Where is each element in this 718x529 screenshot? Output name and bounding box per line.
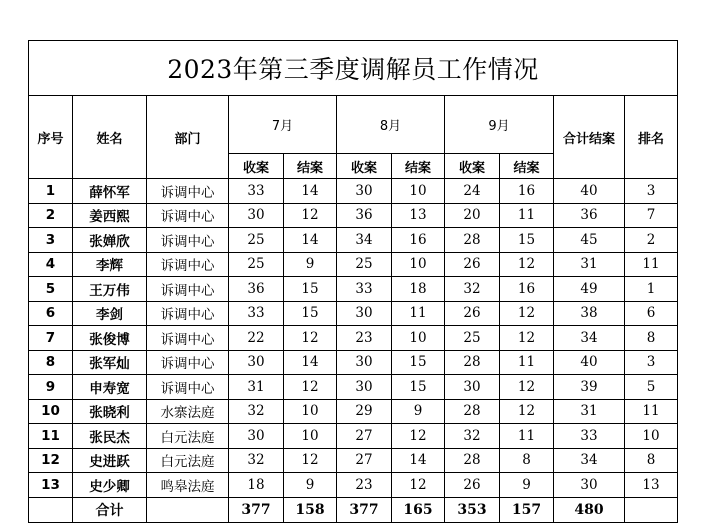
august-closed-cell: 15	[392, 350, 445, 375]
july-closed-cell: 15	[284, 277, 337, 302]
rank-cell: 5	[625, 375, 678, 400]
rank-cell: 13	[625, 473, 678, 498]
row-index-cell: 7	[29, 326, 73, 351]
august-received-cell: 23	[337, 473, 392, 498]
september-closed-cell: 11	[500, 203, 554, 228]
august-received-cell: 36	[337, 203, 392, 228]
total-closed-cell: 38	[554, 301, 625, 326]
total-closed-cell: 31	[554, 399, 625, 424]
september-received-cell: 32	[445, 424, 500, 449]
mediator-name-cell: 张晓利	[73, 399, 147, 424]
august-closed-cell: 11	[392, 301, 445, 326]
department-cell: 诉调中心	[147, 228, 229, 253]
mediator-name-cell: 张民杰	[73, 424, 147, 449]
september-closed-cell: 16	[500, 179, 554, 204]
total-closed-cell: 36	[554, 203, 625, 228]
row-index-cell: 12	[29, 448, 73, 473]
august-received-cell: 30	[337, 179, 392, 204]
mediator-name-cell: 王万伟	[73, 277, 147, 302]
july-closed-cell: 9	[284, 473, 337, 498]
row-index-cell: 10	[29, 399, 73, 424]
rank-cell: 11	[625, 252, 678, 277]
department-cell: 诉调中心	[147, 375, 229, 400]
august-closed-cell: 9	[392, 399, 445, 424]
september-received-cell: 28	[445, 448, 500, 473]
september-received-cell: 28	[445, 399, 500, 424]
header-index: 序号	[29, 96, 73, 179]
header-month-august: 8月	[337, 96, 445, 154]
rank-cell: 3	[625, 350, 678, 375]
table-row	[29, 473, 678, 498]
mediator-name-cell: 申寿宽	[73, 375, 147, 400]
total-closed-cell: 33	[554, 424, 625, 449]
table-row	[29, 375, 678, 400]
table-title: 2023年第三季度调解员工作情况	[29, 41, 678, 96]
department-cell: 诉调中心	[147, 277, 229, 302]
july-closed-cell: 12	[284, 326, 337, 351]
september-received-cell: 32	[445, 277, 500, 302]
august-received-cell: 27	[337, 448, 392, 473]
rank-cell: 10	[625, 424, 678, 449]
table-body	[29, 179, 678, 498]
july-closed-cell: 14	[284, 179, 337, 204]
mediator-name-cell: 张俊博	[73, 326, 147, 351]
september-received-cell: 26	[445, 473, 500, 498]
row-index-cell: 13	[29, 473, 73, 498]
rank-cell: 1	[625, 277, 678, 302]
total-july-closed: 158	[284, 497, 337, 522]
department-cell: 诉调中心	[147, 252, 229, 277]
totals-row	[29, 497, 678, 522]
july-closed-cell: 12	[284, 203, 337, 228]
table-row	[29, 203, 678, 228]
header-month-september: 9月	[445, 96, 554, 154]
july-closed-cell: 12	[284, 375, 337, 400]
september-closed-cell: 8	[500, 448, 554, 473]
august-closed-cell: 14	[392, 448, 445, 473]
july-closed-cell: 14	[284, 228, 337, 253]
july-received-cell: 33	[229, 179, 284, 204]
september-closed-cell: 11	[500, 350, 554, 375]
july-received-cell: 18	[229, 473, 284, 498]
august-received-cell: 27	[337, 424, 392, 449]
row-index-cell: 4	[29, 252, 73, 277]
september-closed-cell: 12	[500, 399, 554, 424]
september-received-cell: 25	[445, 326, 500, 351]
table-row	[29, 301, 678, 326]
july-received-cell: 25	[229, 228, 284, 253]
august-closed-cell: 13	[392, 203, 445, 228]
row-index-cell: 2	[29, 203, 73, 228]
september-received-cell: 28	[445, 228, 500, 253]
rank-cell: 6	[625, 301, 678, 326]
header-july-received: 收案	[229, 154, 284, 179]
rank-cell: 8	[625, 326, 678, 351]
july-received-cell: 36	[229, 277, 284, 302]
rank-cell: 2	[625, 228, 678, 253]
july-received-cell: 33	[229, 301, 284, 326]
row-index-cell: 1	[29, 179, 73, 204]
rank-cell: 3	[625, 179, 678, 204]
august-closed-cell: 10	[392, 326, 445, 351]
september-closed-cell: 12	[500, 301, 554, 326]
september-closed-cell: 12	[500, 252, 554, 277]
header-september-closed: 结案	[500, 154, 554, 179]
september-closed-cell: 11	[500, 424, 554, 449]
august-closed-cell: 12	[392, 424, 445, 449]
row-index-cell: 8	[29, 350, 73, 375]
header-department: 部门	[147, 96, 229, 179]
row-index-cell: 11	[29, 424, 73, 449]
july-received-cell: 30	[229, 350, 284, 375]
department-cell: 鸣皋法庭	[147, 473, 229, 498]
row-index-cell: 6	[29, 301, 73, 326]
header-july-closed: 结案	[284, 154, 337, 179]
total-august-closed: 165	[392, 497, 445, 522]
total-september-received: 353	[445, 497, 500, 522]
july-closed-cell: 9	[284, 252, 337, 277]
total-closed-cell: 34	[554, 326, 625, 351]
total-closed-cell: 40	[554, 350, 625, 375]
department-cell: 诉调中心	[147, 203, 229, 228]
row-index-cell: 5	[29, 277, 73, 302]
table-row	[29, 424, 678, 449]
department-cell: 水寨法庭	[147, 399, 229, 424]
august-closed-cell: 10	[392, 179, 445, 204]
august-received-cell: 33	[337, 277, 392, 302]
july-received-cell: 31	[229, 375, 284, 400]
department-cell: 白元法庭	[147, 448, 229, 473]
department-cell: 诉调中心	[147, 301, 229, 326]
header-september-received: 收案	[445, 154, 500, 179]
mediator-name-cell: 张婵欣	[73, 228, 147, 253]
july-closed-cell: 12	[284, 448, 337, 473]
total-closed-cell: 40	[554, 179, 625, 204]
july-received-cell: 30	[229, 424, 284, 449]
table-row	[29, 399, 678, 424]
august-closed-cell: 16	[392, 228, 445, 253]
september-received-cell: 26	[445, 301, 500, 326]
september-received-cell: 20	[445, 203, 500, 228]
total-closed-cell: 31	[554, 252, 625, 277]
header-august-received: 收案	[337, 154, 392, 179]
september-closed-cell: 16	[500, 277, 554, 302]
header-august-closed: 结案	[392, 154, 445, 179]
mediator-work-table	[28, 40, 678, 523]
august-closed-cell: 15	[392, 375, 445, 400]
total-august-received: 377	[337, 497, 392, 522]
mediator-name-cell: 李辉	[73, 252, 147, 277]
department-cell: 诉调中心	[147, 350, 229, 375]
mediator-name-cell: 张军灿	[73, 350, 147, 375]
table-row	[29, 350, 678, 375]
july-closed-cell: 10	[284, 399, 337, 424]
total-september-closed: 157	[500, 497, 554, 522]
august-received-cell: 30	[337, 350, 392, 375]
september-received-cell: 30	[445, 375, 500, 400]
table-row	[29, 448, 678, 473]
total-closed-cell: 49	[554, 277, 625, 302]
july-received-cell: 30	[229, 203, 284, 228]
table-row	[29, 179, 678, 204]
august-received-cell: 30	[337, 375, 392, 400]
mediator-name-cell: 薛怀军	[73, 179, 147, 204]
mediator-name-cell: 史少卿	[73, 473, 147, 498]
september-closed-cell: 12	[500, 375, 554, 400]
july-closed-cell: 14	[284, 350, 337, 375]
july-received-cell: 25	[229, 252, 284, 277]
total-closed-cell: 45	[554, 228, 625, 253]
mediator-name-cell: 姜西熙	[73, 203, 147, 228]
rank-cell: 7	[625, 203, 678, 228]
july-received-cell: 32	[229, 448, 284, 473]
header-name: 姓名	[73, 96, 147, 179]
september-closed-cell: 12	[500, 326, 554, 351]
header-rank: 排名	[625, 96, 678, 179]
september-received-cell: 28	[445, 350, 500, 375]
rank-cell: 11	[625, 399, 678, 424]
september-received-cell: 26	[445, 252, 500, 277]
september-closed-cell: 15	[500, 228, 554, 253]
july-received-cell: 32	[229, 399, 284, 424]
table-row	[29, 277, 678, 302]
table-row	[29, 252, 678, 277]
august-closed-cell: 12	[392, 473, 445, 498]
total-closed-cell: 30	[554, 473, 625, 498]
header-total-closed: 合计结案	[554, 96, 625, 179]
total-july-received: 377	[229, 497, 284, 522]
header-month-july: 7月	[229, 96, 337, 154]
mediator-name-cell: 史进跃	[73, 448, 147, 473]
mediator-name-cell: 李剑	[73, 301, 147, 326]
row-index-cell: 3	[29, 228, 73, 253]
august-received-cell: 30	[337, 301, 392, 326]
department-cell: 诉调中心	[147, 326, 229, 351]
table-row	[29, 228, 678, 253]
september-closed-cell: 9	[500, 473, 554, 498]
total-closed-cell: 39	[554, 375, 625, 400]
september-received-cell: 24	[445, 179, 500, 204]
august-received-cell: 29	[337, 399, 392, 424]
august-received-cell: 25	[337, 252, 392, 277]
july-received-cell: 22	[229, 326, 284, 351]
august-received-cell: 23	[337, 326, 392, 351]
row-index-cell: 9	[29, 375, 73, 400]
department-cell: 诉调中心	[147, 179, 229, 204]
total-closed-cell: 34	[554, 448, 625, 473]
table-row	[29, 326, 678, 351]
august-closed-cell: 10	[392, 252, 445, 277]
totals-label: 合计	[73, 497, 147, 522]
july-closed-cell: 10	[284, 424, 337, 449]
department-cell: 白元法庭	[147, 424, 229, 449]
august-received-cell: 34	[337, 228, 392, 253]
total-closed-sum: 480	[554, 497, 625, 522]
august-closed-cell: 18	[392, 277, 445, 302]
rank-cell: 8	[625, 448, 678, 473]
july-closed-cell: 15	[284, 301, 337, 326]
